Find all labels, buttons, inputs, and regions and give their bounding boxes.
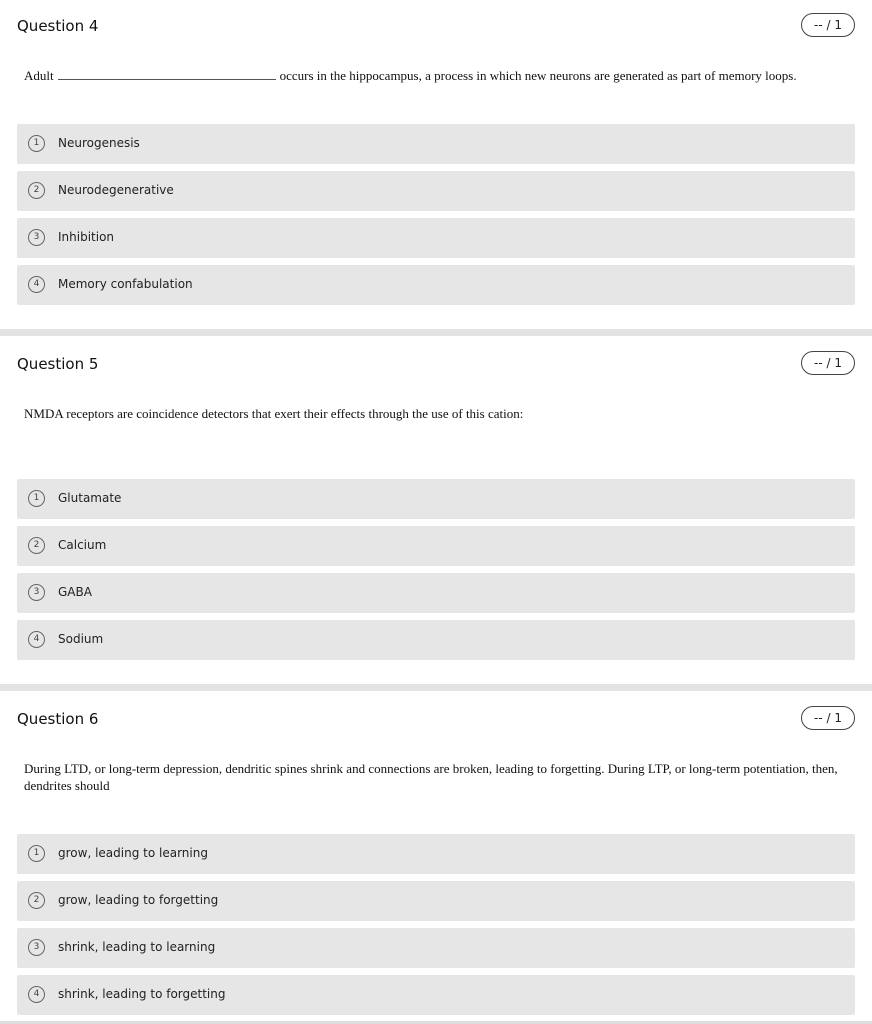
choice-number-badge: 2	[28, 892, 45, 909]
choice-label: Calcium	[58, 538, 107, 552]
score-badge: -- / 1	[801, 706, 855, 730]
choice-option-2[interactable]	[17, 526, 855, 566]
choice-label: Neurodegenerative	[58, 183, 174, 197]
choice-number-badge: 1	[28, 490, 45, 507]
question-title: Question 5	[17, 355, 99, 373]
choice-number-badge: 4	[28, 276, 45, 293]
choice-option-2[interactable]	[17, 881, 855, 921]
choice-option-2[interactable]	[17, 171, 855, 211]
question-4-card	[0, 0, 872, 329]
choice-label: Sodium	[58, 632, 104, 646]
choice-label: shrink, leading to learning	[58, 940, 216, 954]
choice-label: shrink, leading to forgetting	[58, 987, 226, 1001]
choice-label: Neurogenesis	[58, 136, 140, 150]
question-divider	[0, 329, 872, 336]
prompt-text-after-blank: occurs in the hippocampus, a process in which new neurons are generated as part of memory loops.	[279, 68, 797, 83]
choice-option-3[interactable]	[17, 928, 855, 968]
score-badge: -- / 1	[801, 13, 855, 37]
choice-label: Inhibition	[58, 230, 115, 244]
choice-number-badge: 1	[28, 135, 45, 152]
choice-label: grow, leading to forgetting	[58, 893, 219, 907]
choice-number-badge: 3	[28, 939, 45, 956]
choice-number-badge: 2	[28, 182, 45, 199]
score-badge: -- / 1	[801, 351, 855, 375]
question-prompt: During LTD, or long-term depression, dendritic spines shrink and connections are broken, leading to forgetting. During LTP, or long-term potentiation, then, dendrites should	[24, 761, 838, 793]
choice-option-4[interactable]	[17, 265, 855, 305]
choice-label: grow, leading to learning	[58, 846, 208, 860]
choice-number-badge: 4	[28, 631, 45, 648]
choice-number-badge: 3	[28, 584, 45, 601]
choice-number-badge: 3	[28, 229, 45, 246]
question-title: Question 4	[17, 17, 99, 35]
choice-number-badge: 1	[28, 845, 45, 862]
question-6-card	[0, 691, 872, 1021]
choice-number-badge: 4	[28, 986, 45, 1003]
prompt-text-before-blank: Adult	[24, 68, 54, 83]
question-divider	[0, 684, 872, 691]
choice-option-3[interactable]	[17, 218, 855, 258]
choice-option-4[interactable]	[17, 620, 855, 660]
fill-in-blank	[58, 67, 276, 80]
choice-option-1[interactable]	[17, 479, 855, 519]
choice-label: Glutamate	[58, 491, 122, 505]
choice-number-badge: 2	[28, 537, 45, 554]
choice-option-1[interactable]	[17, 834, 855, 874]
question-title: Question 6	[17, 710, 99, 728]
choice-label: Memory confabulation	[58, 277, 193, 291]
question-prompt	[24, 67, 848, 84]
choice-label: GABA	[58, 585, 92, 599]
question-5-card	[0, 336, 872, 684]
question-prompt: NMDA receptors are coincidence detectors that exert their effects through the use of this cation:	[24, 406, 524, 421]
choice-option-4[interactable]	[17, 975, 855, 1015]
choice-option-1[interactable]	[17, 124, 855, 164]
choice-option-3[interactable]	[17, 573, 855, 613]
